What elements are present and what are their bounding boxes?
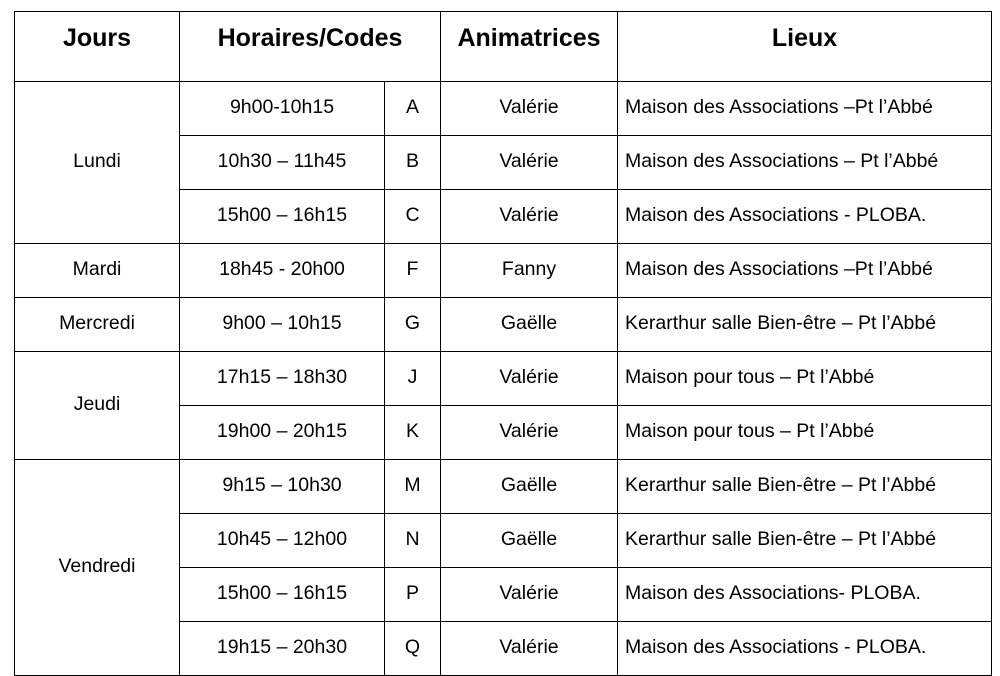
animatrice-cell: Valérie [441,82,618,136]
table-row [15,352,992,406]
code-cell: F [385,244,441,298]
code-cell: K [385,406,441,460]
day-cell-mardi: Mardi [15,244,180,298]
animatrice-cell: Gaëlle [441,298,618,352]
day-cell-mercredi: Mercredi [15,298,180,352]
lieu-cell: Maison pour tous – Pt l’Abbé [618,406,992,460]
header-lieux: Lieux [618,12,992,82]
header-horaires-codes: Horaires/Codes [180,12,441,82]
time-cell: 19h15 – 20h30 [180,622,385,676]
code-cell: N [385,514,441,568]
lieu-cell: Maison des Associations - PLOBA. [618,190,992,244]
animatrice-cell: Valérie [441,568,618,622]
animatrice-cell: Fanny [441,244,618,298]
header-row [15,12,992,82]
time-cell: 18h45 - 20h00 [180,244,385,298]
header-animatrices: Animatrices [441,12,618,82]
time-cell: 10h30 – 11h45 [180,136,385,190]
animatrice-cell: Gaëlle [441,514,618,568]
day-cell-lundi: Lundi [15,82,180,244]
day-cell-jeudi: Jeudi [15,352,180,460]
animatrice-cell: Valérie [441,136,618,190]
time-cell: 9h15 – 10h30 [180,460,385,514]
code-cell: Q [385,622,441,676]
code-cell: P [385,568,441,622]
lieu-cell: Maison des Associations – Pt l’Abbé [618,136,992,190]
time-cell: 10h45 – 12h00 [180,514,385,568]
animatrice-cell: Valérie [441,190,618,244]
table-row [15,82,992,136]
code-cell: G [385,298,441,352]
table-row [15,460,992,514]
code-cell: M [385,460,441,514]
time-cell: 9h00 – 10h15 [180,298,385,352]
lieu-cell: Maison des Associations- PLOBA. [618,568,992,622]
lieu-cell: Maison des Associations - PLOBA. [618,622,992,676]
animatrice-cell: Gaëlle [441,460,618,514]
table-row [15,244,992,298]
code-cell: C [385,190,441,244]
time-cell: 19h00 – 20h15 [180,406,385,460]
animatrice-cell: Valérie [441,406,618,460]
lieu-cell: Kerarthur salle Bien-être – Pt l’Abbé [618,298,992,352]
header-jours: Jours [15,12,180,82]
code-cell: J [385,352,441,406]
time-cell: 15h00 – 16h15 [180,568,385,622]
time-cell: 15h00 – 16h15 [180,190,385,244]
time-cell: 17h15 – 18h30 [180,352,385,406]
lieu-cell: Maison des Associations –Pt l’Abbé [618,244,992,298]
time-cell: 9h00-10h15 [180,82,385,136]
schedule-table [14,11,992,676]
animatrice-cell: Valérie [441,352,618,406]
lieu-cell: Kerarthur salle Bien-être – Pt l’Abbé [618,460,992,514]
lieu-cell: Maison des Associations –Pt l’Abbé [618,82,992,136]
animatrice-cell: Valérie [441,622,618,676]
code-cell: A [385,82,441,136]
lieu-cell: Kerarthur salle Bien-être – Pt l’Abbé [618,514,992,568]
day-cell-vendredi: Vendredi [15,460,180,676]
lieu-cell: Maison pour tous – Pt l’Abbé [618,352,992,406]
table-row [15,298,992,352]
code-cell: B [385,136,441,190]
